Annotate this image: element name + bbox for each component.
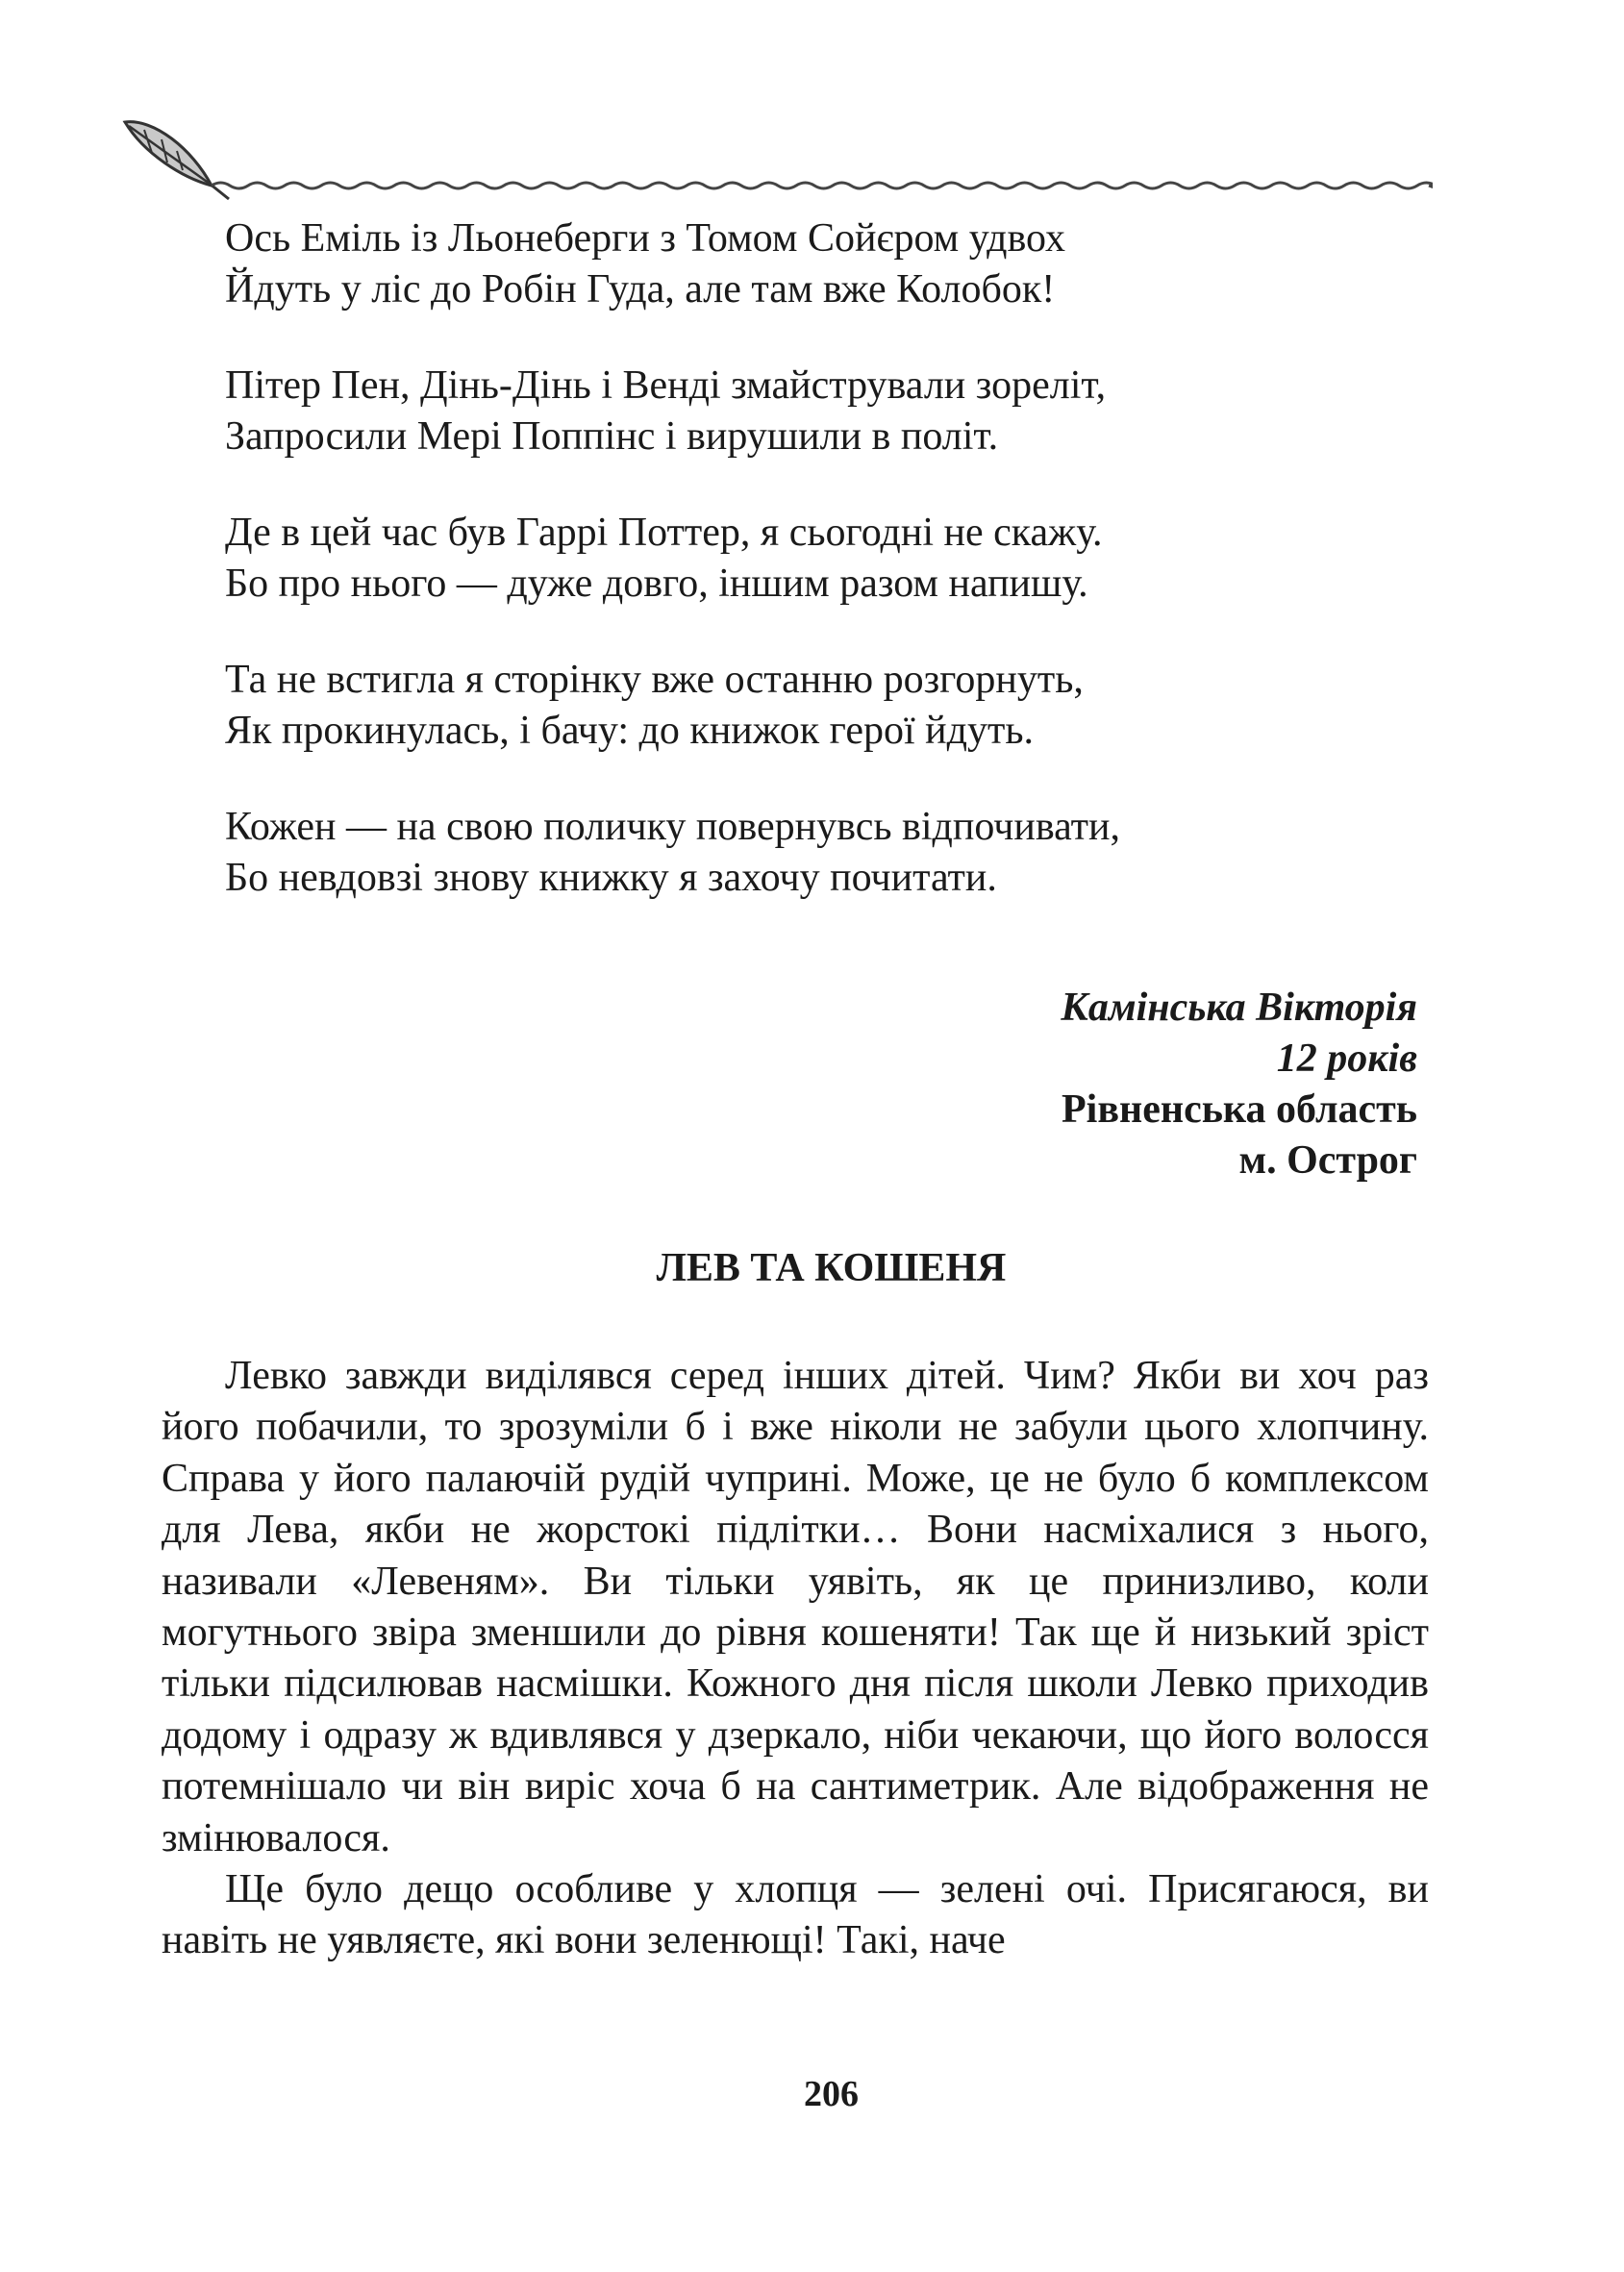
poem-stanza bbox=[225, 508, 1437, 610]
poem-stanza bbox=[225, 802, 1437, 904]
page-number: 206 bbox=[804, 2074, 859, 2114]
poem-line: Запросили Мері Поппінс і вирушили в політ. bbox=[225, 414, 999, 459]
author-signature bbox=[1061, 983, 1417, 1186]
author-age: 12 років bbox=[1276, 1036, 1417, 1081]
page-header-ornament bbox=[115, 111, 1433, 207]
feather-icon bbox=[125, 122, 229, 199]
story-body bbox=[162, 1351, 1429, 1967]
author-city: м. Острог bbox=[1238, 1138, 1417, 1183]
poem-stanza bbox=[225, 213, 1437, 315]
feather-divider bbox=[115, 111, 1433, 207]
poem-line: Ось Еміль із Льонеберги з Томом Сойєром удвох bbox=[225, 216, 1065, 261]
poem-line: Йдуть у ліс до Робін Гуда, але там вже Колобок! bbox=[225, 267, 1056, 312]
poem-line: Бо невдовзі знову книжку я захочу почитати. bbox=[225, 856, 997, 900]
author-region: Рівненська область bbox=[1062, 1087, 1417, 1132]
story-title: ЛЕВ ТА КОШЕНЯ bbox=[656, 1246, 1007, 1290]
poem-line: Як прокинулась, і бачу: до книжок герої йдуть. bbox=[225, 709, 1034, 753]
poem-line: Та не встигла я сторінку вже останню розгорнуть, bbox=[225, 658, 1084, 702]
poem-line: Бо про нього — дуже довго, іншим разом напишу. bbox=[225, 562, 1088, 606]
poem-stanza bbox=[225, 655, 1437, 757]
poem-line: Пітер Пен, Дінь-Дінь і Венді змайстрували зореліт, bbox=[225, 363, 1107, 408]
poem-line: Де в цей час був Гаррі Поттер, я сьогодні не скажу. bbox=[225, 511, 1103, 555]
poem-line: Кожен — на свою поличку повернувсь відпочивати, bbox=[225, 805, 1121, 849]
poem bbox=[225, 213, 1437, 949]
story-paragraph: Левко завжди виділявся серед інших дітей. Чим? Якби ви хоч раз його побачили, то зрозуміли б і вже ніколи не забули цього хлопчину. Справа у його палаючій рудій чуприні. Може, це не було б комплексом для Лева, якби не жорстокі підлітки… Вони насміхалися з нього, називали «Левеням». Ви тільки уявіть, як це принизливо, коли могутнього звіра зменшили до рівня кошеняти! Так ще й низький зріст тільки підсилював насмішки. Кожного дня після школи Левко приходив додому і одразу ж вдивлявся у дзеркало, ніби чекаючи, що його волосся потемнішало чи він виріс хоча б на сантиметрик. Але відображення не змінювалося. bbox=[162, 1354, 1429, 1860]
wavy-divider-line bbox=[212, 183, 1433, 188]
poem-stanza bbox=[225, 361, 1437, 462]
story-paragraph: Ще було дещо особливе у хлопця — зелені очі. Присягаюся, ви навіть не уявляєте, які вони зеленющі! Такі, наче bbox=[162, 1867, 1429, 1963]
author-name: Камінська Вікторія bbox=[1061, 986, 1417, 1030]
